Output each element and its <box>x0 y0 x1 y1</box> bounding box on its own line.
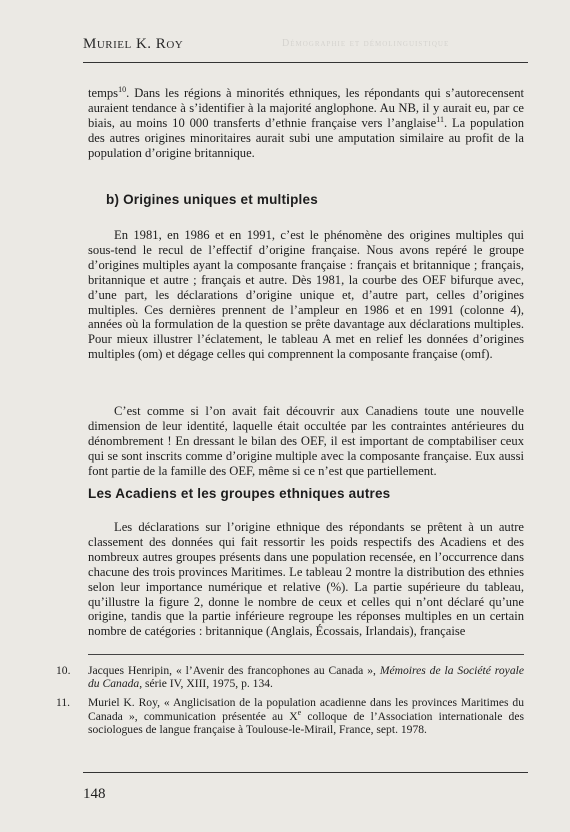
footnotes <box>56 664 524 742</box>
footnote-text-end: colloque de l’Association internationale des sociologues de langue française à Toulouse-le-Mirail, France, sept. 1978. <box>88 709 524 736</box>
paragraph-identite <box>88 404 524 479</box>
paragraph-3: C’est comme si l’on avait fait découvrir aux Canadiens toute une nouvelle dimension de leur identité, laquelle était occultée par les contraintes antérieures du dénombrement ! En dressant le bilan des OEF, il est important de comptabiliser ceux qui se sont inscrits comme d’origine multiple avec la composante française. Eux aussi font partie de la famille des OEF, même si ce n’est que partiellement. <box>88 404 524 478</box>
footnote-number: 10. <box>56 664 71 677</box>
section-heading-origines: b) Origines uniques et multiples <box>106 192 318 207</box>
paragraph-4: Les déclarations sur l’origine ethnique des répondants se prêtent à un autre classement des données qui fait ressortir les poids respectifs des Acadiens et des nombreux autres groupes présents dans une population recensée, en l’occurrence dans chacune des trois provinces Maritimes. Le tableau 2 montre la distribution des ethnies selon leur importance numérique et relative (%). La partie supérieure du tableau, qu’illustre la figure 2, donne le nombre de ceux et celles qui n’ont déclaré qu’une origine, tandis que la partie inférieure regroupe les réponses multiples en un certain nombre de catégories : britannique (Anglais, Écossais, Irlandais), française <box>88 520 524 639</box>
header-rule <box>83 62 528 63</box>
p1-text-c: . La population des autres origines minoritaires aurait subi une amputation similaire au profit de la population d’origine britannique. <box>88 115 524 160</box>
bleed-through-heading: Démographie et démolinguistique <box>282 38 450 49</box>
author-initial: M <box>83 36 97 52</box>
footnote-rule <box>88 654 524 655</box>
ordinal-superscript: e <box>297 707 302 717</box>
footer-rule <box>83 772 528 773</box>
page-number: 148 <box>83 786 106 802</box>
footnote-text: Muriel K. Roy, « Anglicisation de la population acadienne dans les provinces Maritimes du Canada », communication présentée au X <box>88 696 524 723</box>
footnote-title: Mémoires de la Société royale du Canada <box>88 664 524 691</box>
footnote-ref-11[interactable]: 11 <box>436 114 444 124</box>
running-head-author <box>83 36 523 53</box>
paragraph-2: En 1981, en 1986 et en 1991, c’est le phénomène des origines multiples qui sous-tend le recul de l’effectif d’origine française. Nous avons repéré le groupe d’origines multiples ayant la composante française : français et britannique ; français, britannique et autre ; français et autre. Dès 1981, la courbe des OEF bifurque avec, d’une part, les déclarations d’origine unique et, d’autre part, celles d’origines multiples. Ces dernières prennent de l’ampleur en 1986 et en 1991 (colonne 4), années où la formulation de la question se prête davantage aux déclarations multiples. Pour mieux illustrer l’éclatement, le tableau A met en relief les données d’origines multiples (om) et dégage celles qui comprennent la composante française (omf). <box>88 228 524 362</box>
footnote-text-end: , série IV, XIII, 1975, p. 134. <box>139 677 273 691</box>
paragraph-origines-multiples <box>88 228 524 362</box>
paragraph-acadiens <box>88 520 524 639</box>
p1-text-a: temps <box>88 86 119 100</box>
footnote-number: 11. <box>56 696 71 710</box>
footnote-10 <box>56 664 524 690</box>
p1-text-b: . Dans les régions à minorités ethniques, les répondants qui s’autorecensent auraient tendance à s’identifier à la majorité anglophone. Au NB, il y aurait eu, par ce biais, au moins 10 000 transferts d’ethnie française vers l’anglaise <box>88 86 524 130</box>
author-name-rest: uriel K. Roy <box>96 36 184 52</box>
footnote-text: Jacques Henripin, « l’Avenir des francophones au Canada », <box>88 664 380 677</box>
section-heading-acadiens: Les Acadiens et les groupes ethniques autres <box>88 486 391 501</box>
footnote-11 <box>56 696 524 736</box>
paragraph-continuation <box>88 86 524 161</box>
footnote-ref-10[interactable]: 10 <box>118 84 127 94</box>
